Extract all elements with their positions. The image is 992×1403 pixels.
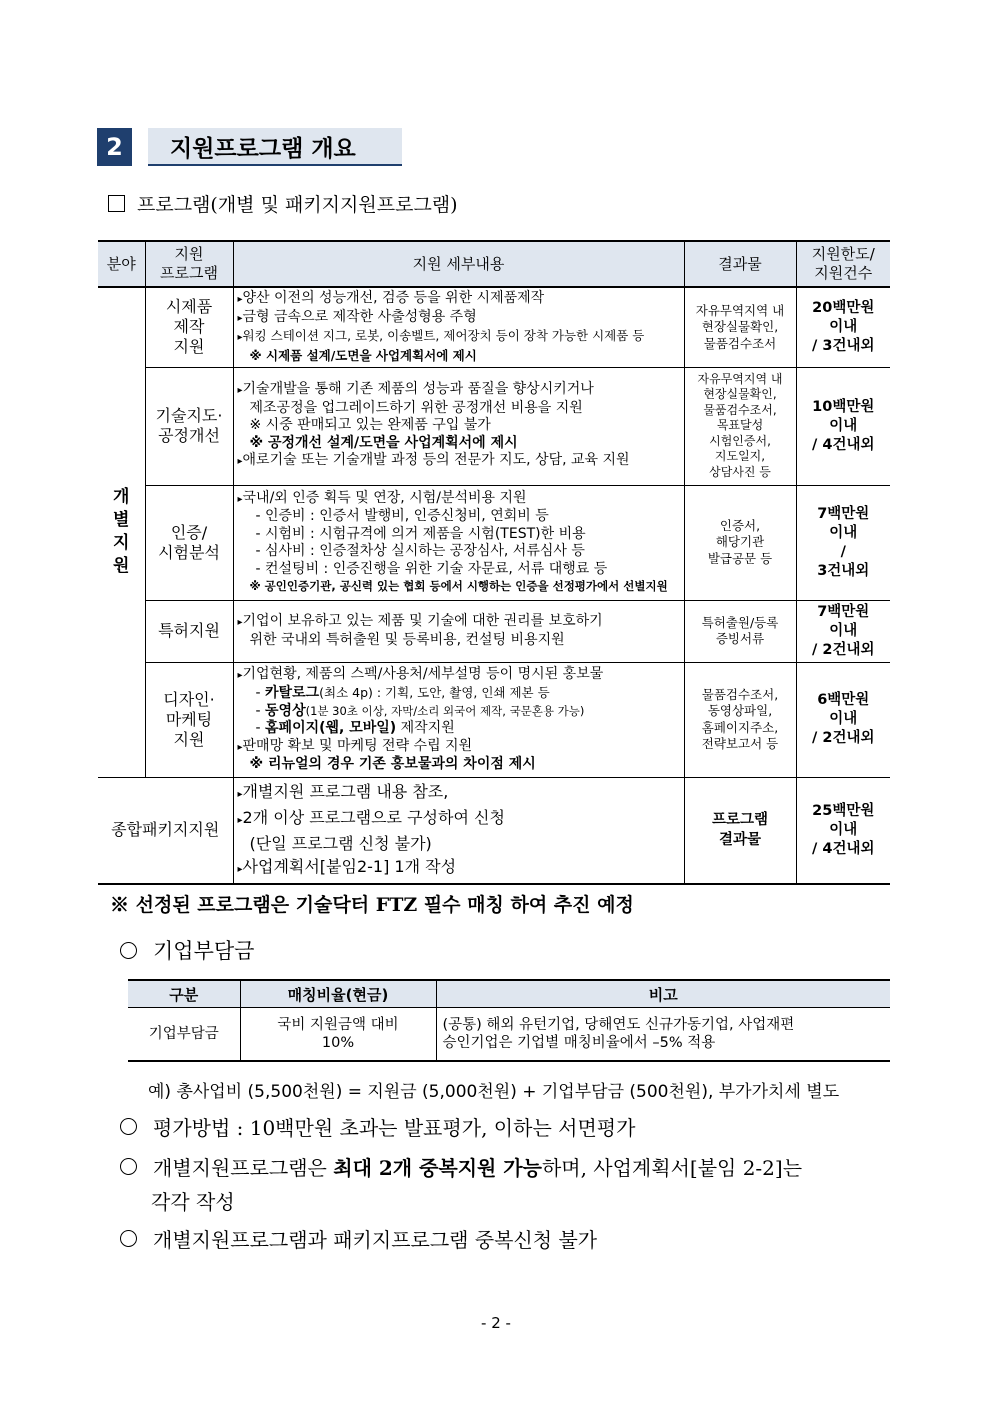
- bullet-evaluation: 평가방법 : 10백만원 초과는 발표평가, 이하는 서면평가: [120, 1112, 635, 1141]
- table-row: [98, 287, 890, 367]
- burden-header-type: 구분: [128, 980, 240, 1008]
- package-result: 프로그램 결과물: [684, 777, 796, 884]
- table-row: [98, 485, 890, 600]
- triangle-bullet-icon: ▸: [237, 312, 243, 324]
- program-limit: 7백만원 이내 / 3건내외: [796, 485, 890, 600]
- package-details: ▸개별지원 프로그램 내용 참조, ▸2개 이상 프로그램으로 구성하여 신청 (단일 프로그램 신청 불가) ▸사업계획서[붙임2-1] 1개 작성: [233, 777, 684, 884]
- triangle-bullet-icon: ▸: [237, 332, 243, 344]
- section-title: 지원프로그램 개요: [148, 128, 402, 166]
- triangle-bullet-icon: ▸: [237, 788, 243, 800]
- bullet-no-duplicate: 개별지원프로그램과 패키지프로그램 중복신청 불가: [120, 1224, 597, 1253]
- table-row: [98, 367, 890, 485]
- burden-note: (공통) 해외 유턴기업, 당해연도 신규가동기업, 사업재편 승인기업은 기업별 매칭비율에서 –5% 적용: [436, 1008, 890, 1062]
- program-limit: 7백만원 이내 / 2건내외: [796, 600, 890, 662]
- program-name: 디자인· 마케팅 지원: [145, 662, 233, 777]
- note-selected: ※ 선정된 프로그램은 기술닥터 FTZ 필수 매칭 하여 추진 예정: [110, 894, 634, 916]
- program-result: 물품검수조서, 동영상파일, 홈페이지주소, 전략보고서 등: [684, 662, 796, 777]
- program-limit: 20백만원 이내 / 3건내외: [796, 287, 890, 367]
- program-name: 시제품 제작 지원: [145, 287, 233, 367]
- bullet-duplicate-support: 개별지원프로그램은 최대 2개 중복지원 가능 하며, 사업계획서[붙임 2-2]는: [120, 1152, 802, 1181]
- program-result: 자유무역지역 내 현장실물확인, 물품검수조서: [684, 287, 796, 367]
- circle-bullet-icon: [120, 942, 137, 959]
- burden-heading: 기업부담금: [120, 935, 254, 965]
- program-details: ▸기술개발을 통해 기존 제품의 성능과 품질을 향상시키거나 제조공정을 업그레이드하기 위한 공정개선 비용을 지원 ※ 시중 판매되고 있는 완제품 구입 불가 ※ 공정개선 설계/도면을 사업계획서에 제시 ▸애로기술 또는 기술개발 과정 등의 전문가 지도, 상담, 교육 지원: [233, 367, 684, 485]
- burden-header-ratio: 매칭비율(현금): [240, 980, 436, 1008]
- section-heading: [97, 128, 402, 166]
- table-row-package: [98, 777, 890, 884]
- header-limit: 지원한도/ 지원건수: [796, 241, 890, 287]
- program-limit: 10백만원 이내 / 4건내외: [796, 367, 890, 485]
- header-program: 지원 프로그램: [145, 241, 233, 287]
- table-row: [128, 1008, 890, 1062]
- burden-type: 기업부담금: [128, 1008, 240, 1062]
- burden-ratio: 국비 지원금액 대비 10%: [240, 1008, 436, 1062]
- triangle-bullet-icon: ▸: [237, 617, 243, 628]
- program-details: ▸기업현황, 제품의 스펙/사용처/세부설명 등이 명시된 홍보물 - 카탈로그(최소 4p) : 기획, 도안, 촬영, 인쇄 제본 등 - 동영상(1분 30초 이상, 자막/소리 외국어 제작, 국문혼용 가능) - 홈페이지(웹, 모바일) 제작지원 ▸판매망 확보 및 마케팅 전략 수립 지원 ※ 리뉴얼의 경우 기존 홍보물과의 차이점 제시: [233, 662, 684, 777]
- triangle-bullet-icon: ▸: [237, 385, 243, 397]
- circle-bullet-icon: [120, 1118, 137, 1135]
- table-row: [98, 662, 890, 777]
- program-result: 자유무역지역 내 현장실물확인, 물품검수조서, 목표달성 시험인증서, 지도일지, 상담사진 등: [684, 367, 796, 485]
- program-name: 인증/ 시험분석: [145, 485, 233, 600]
- page-number: - 2 -: [481, 1314, 511, 1332]
- circle-bullet-icon: [120, 1230, 137, 1247]
- triangle-bullet-icon: ▸: [237, 294, 243, 306]
- program-result: 특허출원/등록 증빙서류: [684, 600, 796, 662]
- burden-header-note: 비고: [436, 980, 890, 1008]
- header-area: 분야: [98, 241, 145, 287]
- header-result: 결과물: [684, 241, 796, 287]
- program-result: 인증서, 해당기관 발급공문 등: [684, 485, 796, 600]
- program-name: 특허지원: [145, 600, 233, 662]
- subheading: [108, 190, 458, 217]
- subheading-text: 프로그램(개별 및 패키지지원프로그램): [137, 194, 458, 216]
- header-details: 지원 세부내용: [233, 241, 684, 287]
- triangle-bullet-icon: ▸: [237, 814, 243, 826]
- example-text: 예) 총사업비 (5,500천원) = 지원금 (5,000천원) + 기업부담금 (500천원), 부가가치세 별도: [148, 1082, 840, 1102]
- bullet-duplicate-support-cont: 각각 작성: [151, 1190, 235, 1214]
- program-details: ▸양산 이전의 성능개선, 검증 등을 위한 시제품제작 ▸금형 금속으로 제작한 사출성형용 주형 ▸워킹 스테이션 지그, 로봇, 이송벨트, 제어장치 등이 장착 가능한 시제품 등 ※ 시제품 설계/도면을 사업계획서에 제시: [233, 287, 684, 367]
- program-details: ▸국내/외 인증 획득 및 연장, 시험/분석비용 지원 - 인증비 : 인증서 발행비, 인증신청비, 연회비 등 - 시험비 : 시험규격에 의거 제품을 시험(TEST)한 비용 - 심사비 : 인증절차상 실시하는 공장심사, 서류심사 등 - 컨설팅비 : 인증진행을 위한 기술 자문료, 서류 대행료 등 ※ 공인인증기관, 공신력 있는 협회 등에서 시행하는 인증을 선정평가에서 선별지원: [233, 485, 684, 600]
- table-row: [98, 600, 890, 662]
- package-limit: 25백만원 이내 / 4건내외: [796, 777, 890, 884]
- area-individual: 개 별 지 원: [98, 287, 145, 777]
- triangle-bullet-icon: ▸: [237, 493, 243, 505]
- program-details: ▸기업이 보유하고 있는 제품 및 기술에 대한 권리를 보호하기 위한 국내외 특허출원 및 등록비용, 컨설팅 비용지원: [233, 600, 684, 662]
- triangle-bullet-icon: ▸: [237, 741, 243, 753]
- circle-bullet-icon: [120, 1158, 137, 1175]
- package-area: 종합패키지지원: [98, 777, 233, 884]
- program-limit: 6백만원 이내 / 2건내외: [796, 662, 890, 777]
- burden-table: [128, 979, 890, 1062]
- triangle-bullet-icon: ▸: [237, 669, 243, 681]
- program-name: 기술지도· 공정개선: [145, 367, 233, 485]
- triangle-bullet-icon: ▸: [237, 456, 243, 468]
- square-bullet-icon: [108, 195, 125, 212]
- program-table: [98, 240, 890, 885]
- triangle-bullet-icon: ▸: [237, 863, 243, 875]
- section-number: 2: [97, 128, 132, 166]
